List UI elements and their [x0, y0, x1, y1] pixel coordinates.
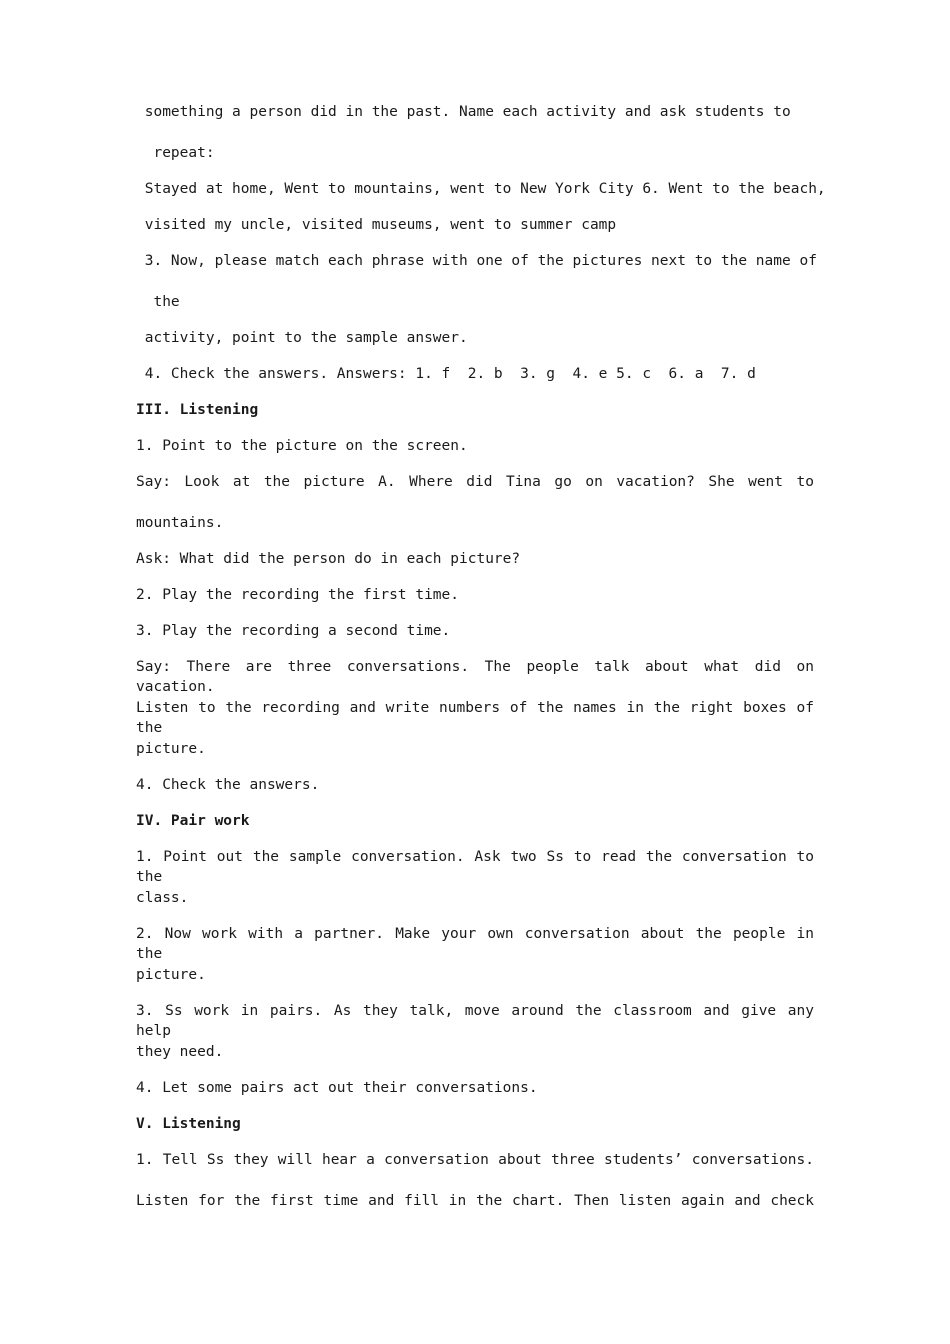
text-line: Listen to the recording and write numbers of the names in the right boxes of the — [136, 700, 814, 736]
text-line: 2. Play the recording the first time. — [136, 587, 460, 603]
text-line: picture. — [136, 741, 206, 757]
text-line: visited my uncle, visited museums, went to summer camp — [136, 217, 617, 233]
text-line: Say: There are three conversations. The people talk about what did on vacation. — [136, 659, 814, 695]
text-line: 4. Let some pairs act out their conversations. — [136, 1080, 538, 1096]
text-line: repeat: — [136, 145, 215, 161]
text-line: 1. Tell Ss they will hear a conversation about three students’ conversations. — [136, 1152, 814, 1168]
text-line: Say: Look at the picture A. Where did Tina go on vacation? She went to — [136, 474, 814, 490]
section-heading-pair-work: IV. Pair work — [136, 813, 250, 829]
text-line: 3. Play the recording a second time. — [136, 623, 451, 639]
text-line: 1. Point out the sample conversation. Ask two Ss to read the conversation to the — [136, 849, 814, 885]
text-line: picture. — [136, 967, 206, 983]
text-line: mountains. — [136, 515, 224, 531]
text-line: activity, point to the sample answer. — [136, 330, 468, 346]
text-line: 1. Point to the picture on the screen. — [136, 438, 468, 454]
text-line: 2. Now work with a partner. Make your own conversation about the people in the — [136, 926, 814, 962]
text-line: something a person did in the past. Name each activity and ask students to — [136, 104, 791, 120]
text-line: 3. Now, please match each phrase with one of the pictures next to the name of — [136, 253, 817, 269]
text-line: 3. Ss work in pairs. As they talk, move around the classroom and give any help — [136, 1003, 814, 1039]
text-line: the — [136, 294, 180, 310]
section-heading-listening-2: V. Listening — [136, 1116, 241, 1132]
text-line: class. — [136, 890, 189, 906]
text-line: Listen for the first time and fill in the chart. Then listen again and check — [136, 1193, 814, 1209]
section-heading-listening: III. Listening — [136, 402, 259, 418]
text-line: Stayed at home, Went to mountains, went to New York City 6. Went to the beach, — [136, 181, 826, 197]
text-line: they need. — [136, 1044, 224, 1060]
text-line: Ask: What did the person do in each picture? — [136, 551, 521, 567]
answers-line: 4. Check the answers. Answers: 1. f 2. b 3. g 4. e 5. c 6. a 7. d — [136, 366, 756, 382]
text-line: 4. Check the answers. — [136, 777, 320, 793]
